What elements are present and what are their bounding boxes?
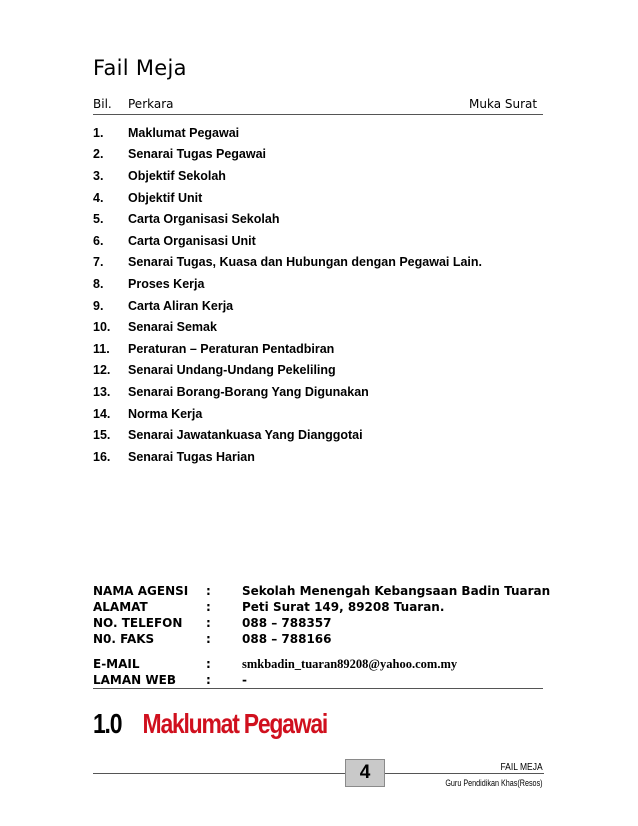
info-colon: : xyxy=(206,584,211,598)
list-item-number: 13. xyxy=(93,384,111,399)
info-row xyxy=(93,672,553,688)
list-item-number: 2. xyxy=(93,147,104,162)
list-item-number: 6. xyxy=(93,233,104,248)
contact-rows xyxy=(93,656,553,688)
header-divider xyxy=(93,114,543,115)
info-row xyxy=(93,615,553,631)
list-item xyxy=(93,403,553,425)
info-value: Peti Surat 149, 89208 Tuaran. xyxy=(242,600,445,614)
list-item xyxy=(93,295,553,317)
list-item-label: Objektif Sekolah xyxy=(128,168,226,183)
info-colon: : xyxy=(206,657,211,671)
footer-subtitle: Guru Pendidikan Khas(Resos) xyxy=(445,778,543,788)
list-item xyxy=(93,316,553,338)
info-value: 088 – 788357 xyxy=(242,616,332,630)
list-item-number: 7. xyxy=(93,255,104,270)
info-row xyxy=(93,656,553,672)
info-key: NO. TELEFON xyxy=(93,616,183,630)
list-item-label: Carta Organisasi Unit xyxy=(128,233,256,248)
list-item-label: Senarai Borang-Borang Yang Digunakan xyxy=(128,384,369,399)
list-item-label: Senarai Tugas, Kuasa dan Hubungan dengan Pegawai Lain. xyxy=(128,255,483,270)
list-item-number: 9. xyxy=(93,298,104,313)
list-item-number: 16. xyxy=(93,449,111,464)
info-row xyxy=(93,583,553,599)
list-item-label: Proses Kerja xyxy=(128,276,205,291)
list-item xyxy=(93,446,553,468)
section-number: 1.0 xyxy=(93,708,122,739)
info-key: N0. FAKS xyxy=(93,632,155,646)
info-colon: : xyxy=(206,600,211,614)
list-item-number: 5. xyxy=(93,212,104,227)
footer-divider xyxy=(93,773,544,774)
footer-doc-title: FAIL MEJA xyxy=(500,762,543,773)
list-item-label: Objektif Unit xyxy=(128,190,203,205)
column-header-perkara: Perkara xyxy=(128,97,174,111)
list-item xyxy=(93,208,553,230)
list-item-label: Senarai Tugas Harian xyxy=(128,449,255,464)
list-item-label: Maklumat Pegawai xyxy=(128,125,240,140)
list-item xyxy=(93,252,553,274)
agency-rows xyxy=(93,583,553,647)
list-item-number: 10. xyxy=(93,320,111,335)
info-divider xyxy=(93,688,543,689)
page-number: 4 xyxy=(345,759,385,787)
list-item-number: 3. xyxy=(93,168,104,183)
list-item-label: Senarai Tugas Pegawai xyxy=(128,147,267,162)
info-value: - xyxy=(242,673,247,687)
info-row xyxy=(93,631,553,647)
list-item xyxy=(93,122,553,144)
info-colon: : xyxy=(206,632,211,646)
list-item-label: Norma Kerja xyxy=(128,406,203,421)
list-item-number: 11. xyxy=(93,341,110,356)
list-item-number: 1. xyxy=(93,125,104,140)
info-key: NAMA AGENSI xyxy=(93,584,189,598)
list-item xyxy=(93,381,553,403)
list-item-number: 8. xyxy=(93,276,104,291)
list-item-label: Carta Aliran Kerja xyxy=(128,298,234,313)
info-row xyxy=(93,599,553,615)
list-item xyxy=(93,338,553,360)
list-item-label: Peraturan – Peraturan Pentadbiran xyxy=(128,341,335,356)
list-item xyxy=(93,424,553,446)
info-colon: : xyxy=(206,616,211,630)
list-item-number: 4. xyxy=(93,190,104,205)
info-colon: : xyxy=(206,673,211,687)
column-header-bil: Bil. xyxy=(93,97,112,111)
agency-info xyxy=(93,583,553,688)
info-value: Sekolah Menengah Kebangsaan Badin Tuaran xyxy=(242,584,551,598)
list-item-label: Senarai Undang-Undang Pekeliling xyxy=(128,363,336,378)
info-value: smkbadin_tuaran89208@yahoo.com.my xyxy=(242,656,458,671)
page-title: Fail Meja xyxy=(93,56,187,80)
list-item xyxy=(93,144,553,166)
list-item-label: Senarai Jawatankuasa Yang Dianggotai xyxy=(128,428,363,443)
list-item-number: 12. xyxy=(93,363,111,378)
list-item-label: Senarai Semak xyxy=(128,320,217,335)
list-item xyxy=(93,273,553,295)
contents-list xyxy=(93,122,553,468)
list-item-number: 14. xyxy=(93,406,111,421)
info-key: ALAMAT xyxy=(93,600,148,614)
info-key: E-MAIL xyxy=(93,657,140,671)
list-item-label: Carta Organisasi Sekolah xyxy=(128,212,280,227)
list-item-number: 15. xyxy=(93,428,111,443)
info-key: LAMAN WEB xyxy=(93,673,176,687)
section-title: Maklumat Pegawai xyxy=(142,708,328,739)
list-item xyxy=(93,187,553,209)
section-heading xyxy=(93,708,327,740)
list-item xyxy=(93,165,553,187)
info-value: 088 – 788166 xyxy=(242,632,332,646)
column-header-muka-surat: Muka Surat xyxy=(469,97,538,111)
list-item xyxy=(93,360,553,382)
list-item xyxy=(93,230,553,252)
